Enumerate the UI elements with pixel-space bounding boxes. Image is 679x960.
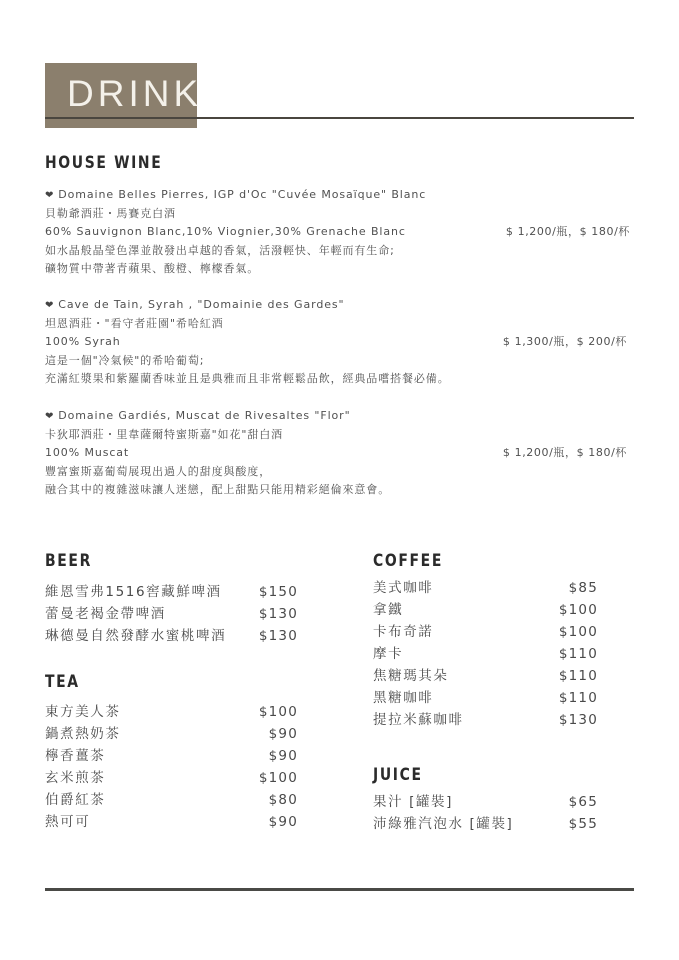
item-name: 檸香薑茶: [45, 748, 106, 764]
list-item: [373, 665, 598, 687]
coffee-heading: COFFEE: [373, 551, 444, 571]
heart-icon: ❤: [45, 300, 55, 311]
list-item: [45, 745, 298, 767]
item-name: 摩卡: [373, 646, 404, 662]
beer-heading: BEER: [45, 551, 92, 571]
item-price: $130: [558, 712, 598, 728]
item-name: 熱可可: [45, 814, 91, 830]
wine-description: 融合其中的複雜滋味讓人迷戀，配上甜點只能用精彩絕倫來意會。: [45, 483, 391, 497]
item-price: $110: [558, 646, 598, 662]
list-item: [373, 577, 598, 599]
item-price: $100: [258, 770, 298, 786]
juice-heading: JUICE: [373, 765, 423, 785]
list-item: [45, 625, 298, 647]
wine-name-zh: 卡狄耶酒莊・里韋薩爾特蜜斯嘉"如花"甜白酒: [45, 427, 284, 441]
item-name: 伯爵紅茶: [45, 792, 106, 808]
item-price: $110: [558, 690, 598, 706]
beer-list: [45, 581, 298, 647]
item-name: 蕾曼老褐金帶啤酒: [45, 606, 166, 622]
list-item: [45, 767, 298, 789]
item-price: $110: [558, 668, 598, 684]
item-name: 沛綠雅汽泡水 [罐裝]: [373, 816, 514, 832]
wine-item-3: [45, 407, 635, 500]
item-name: 焦糖瑪其朵: [373, 668, 449, 684]
page-title: DRINK: [67, 73, 203, 114]
list-item: [45, 701, 298, 723]
list-item: [45, 789, 298, 811]
list-item: [45, 811, 298, 833]
item-name: 美式咖啡: [373, 580, 434, 596]
heart-icon: ❤: [45, 411, 55, 422]
item-price: $100: [558, 602, 598, 618]
list-item: [45, 603, 298, 625]
list-item: [373, 621, 598, 643]
item-name: 琳德曼自然發酵水蜜桃啤酒: [45, 628, 227, 644]
wine-item-2: [45, 296, 635, 389]
wine-grapes: 100% Syrah: [45, 335, 121, 349]
tea-list: [45, 701, 298, 833]
wine-price: $ 1,300/瓶，$ 200/杯: [502, 335, 627, 349]
item-name: 提拉米蘇咖啡: [373, 712, 464, 728]
wine-name-zh: 坦恩酒莊・"看守者莊園"希哈紅酒: [45, 316, 224, 330]
item-name: 果汁 [罐裝]: [373, 794, 454, 810]
item-name: 東方美人茶: [45, 704, 121, 720]
list-item: [373, 599, 598, 621]
wine-item-1: [45, 186, 635, 279]
item-name: 拿鐵: [373, 602, 404, 618]
item-price: $130: [258, 606, 298, 622]
wine-price: $ 1,200/瓶，$ 180/杯: [505, 225, 630, 239]
item-price: $90: [268, 814, 298, 830]
list-item: [45, 581, 298, 603]
wine-description: 礦物質中帶著青蘋果、酸橙、檸檬香氣。: [45, 262, 260, 276]
item-price: $150: [258, 584, 298, 600]
juice-list: [373, 791, 598, 835]
tea-heading: TEA: [45, 672, 80, 692]
top-divider: [45, 117, 634, 119]
wine-description: 充滿紅漿果和紫羅蘭香味並且是典雅而且非常輕鬆品飲，經典品嚐搭餐必備。: [45, 372, 450, 386]
bottom-divider: [45, 888, 634, 891]
item-name: 維恩雪弗1516窖藏鮮啤酒: [45, 584, 222, 600]
wine-description: 如水晶般晶瑩色澤並散發出卓越的香氣，活潑輕快、年輕而有生命;: [45, 243, 395, 257]
item-name: 卡布奇諾: [373, 624, 434, 640]
coffee-list: [373, 577, 598, 731]
item-price: $80: [268, 792, 298, 808]
item-name: 玄米煎茶: [45, 770, 106, 786]
wine-name-en: Cave de Tain, Syrah , "Domainie des Gardes": [58, 298, 345, 311]
wine-grapes: 60% Sauvignon Blanc,10% Viognier,30% Grenache Blanc: [45, 225, 406, 239]
item-price: $100: [558, 624, 598, 640]
item-name: 鍋煮熱奶茶: [45, 726, 121, 742]
item-price: $55: [568, 816, 598, 832]
list-item: [373, 709, 598, 731]
list-item: [373, 791, 598, 813]
wine-grapes: 100% Muscat: [45, 446, 130, 460]
item-price: $90: [268, 726, 298, 742]
item-price: $65: [568, 794, 598, 810]
heart-icon: ❤: [45, 190, 55, 201]
wine-description: 豐富蜜斯嘉葡萄展現出過人的甜度與酸度，: [45, 464, 272, 478]
wine-name-en: Domaine Gardiés, Muscat de Rivesaltes "Flor": [58, 409, 351, 422]
wine-price: $ 1,200/瓶，$ 180/杯: [502, 446, 627, 460]
item-price: $130: [258, 628, 298, 644]
list-item: [373, 643, 598, 665]
list-item: [45, 723, 298, 745]
wine-description: 這是一個"冷氣候"的希哈葡萄;: [45, 353, 205, 367]
list-item: [373, 813, 598, 835]
item-price: $90: [268, 748, 298, 764]
list-item: [373, 687, 598, 709]
wine-name-zh: 貝勒爺酒莊・馬賽克白酒: [45, 206, 176, 220]
house-wine-heading: HOUSE WINE: [45, 153, 163, 173]
item-price: $85: [568, 580, 598, 596]
item-price: $100: [258, 704, 298, 720]
wine-name-en: Domaine Belles Pierres, IGP d'Oc "Cuvée Mosaïque" Blanc: [58, 188, 427, 201]
item-name: 黑糖咖啡: [373, 690, 434, 706]
